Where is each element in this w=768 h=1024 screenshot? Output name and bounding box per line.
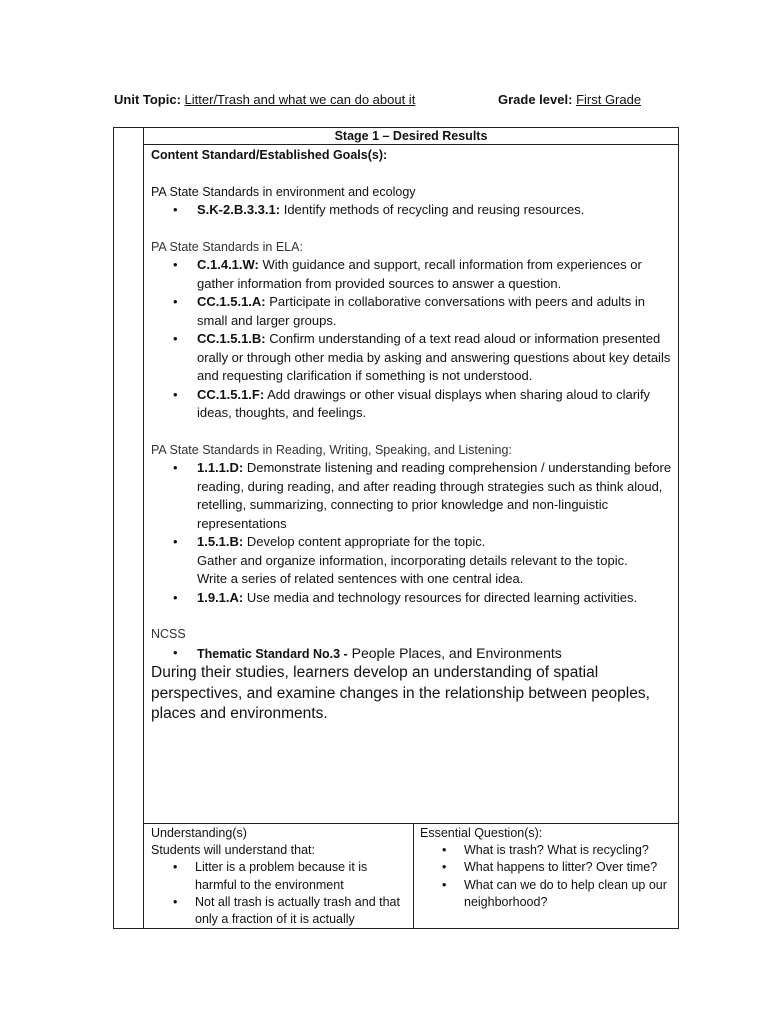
essential-questions-list [420,842,676,911]
essential-questions-cell [420,825,676,911]
list-item [197,256,675,293]
list-item: • What is trash? What is recycling? [464,842,676,859]
rwsl-standards-list [151,459,675,607]
list-item [197,330,675,386]
grade-level-label: Grade level: [498,92,573,107]
standard-text: Develop content appropriate for the topic. [243,534,486,549]
content-standards-cell [151,146,675,725]
understandings-heading: Understanding(s) [151,826,247,840]
standard-text: People Places, and Environments [347,644,562,661]
standard-code: CC.1.5.1.B: [197,331,266,346]
ela-standards-title: PA State Standards in ELA: [151,239,303,254]
unit-header [114,92,674,112]
list-item: • What can we do to help clean up our neighborhood? [464,877,676,911]
unit-topic-label: Unit Topic: [114,92,181,107]
standard-text: With guidance and support, recall information from experiences or gather information from provided sources to answer a question. [197,257,642,291]
ela-standards-list [151,256,675,423]
grade-level [498,92,641,107]
standard-code: C.1.4.1.W: [197,257,259,272]
understandings-list [151,859,409,928]
env-standards-list [151,201,675,220]
stage-title: Stage 1 – Desired Results [144,128,678,145]
ncss-title: NCSS [151,627,186,641]
rwsl-standards-title: PA State Standards in Reading, Writing, Speaking, and Listening: [151,442,512,457]
content-heading: Content Standard/Established Goals(s): [151,148,388,162]
standard-text: Write a series of related sentences with one central idea. [197,571,524,586]
unit-topic [114,92,415,107]
list-item [197,201,675,220]
unit-topic-value: Litter/Trash and what we can do about it [184,92,416,107]
env-standards-title: PA State Standards in environment and ecology [151,184,416,199]
standard-code: S.K-2.B.3.3.1: [197,202,281,217]
list-item [197,533,675,589]
standard-code: 1.1.1.D: [197,460,244,475]
left-margin-column [114,128,144,928]
standard-text: Confirm understanding of a text read aloud or information presented orally or through other media by asking and answering questions about key details and requesting clarification if something is not understood. [197,331,671,383]
standard-text: Identify methods of recycling and reusing resources. [280,202,585,217]
standard-code: 1.5.1.B: [197,534,244,549]
list-item: • Not all trash is actually trash and that only a fraction of it is actually [195,894,409,928]
standard-text: Gather and organize information, incorporating details relevant to the topic. [197,552,628,568]
standard-code: CC.1.5.1.F: [197,386,265,402]
essential-questions-heading: Essential Question(s): [420,826,543,840]
standard-text: Add drawings or other visual displays when sharing aloud to clarify ideas, thoughts, and feelings. [197,386,651,420]
ncss-list [151,644,675,664]
list-item [197,589,675,608]
standard-code: 1.9.1.A: [197,589,244,605]
ncss-paragraph: During their studies, learners develop an understanding of spatial perspectives, and examine changes in the relationship between peoples, places and environments. [151,664,650,722]
standard-code: CC.1.5.1.A: [197,294,266,309]
list-item: • Litter is a problem because it is harmful to the environment [195,859,409,893]
standard-text: Participate in collaborative conversations with peers and adults in small and larger groups. [197,294,646,328]
standard-text: Use media and technology resources for directed learning activities. [243,589,638,605]
understandings-intro: Students will understand that: [151,843,315,858]
row-divider [144,823,678,824]
list-item: • What happens to litter? Over time? [464,859,676,876]
standard-code: Thematic Standard No.3 - [197,646,348,661]
column-divider [413,823,414,928]
list-item [197,386,675,423]
stage-table [113,127,679,929]
list-item [197,293,675,330]
standard-text: Demonstrate listening and reading comprehension / understanding before reading, during reading, and after reading through strategies such as think aloud, retelling, summarizing, connecting to prior knowledge and non-linguistic representations [197,460,672,531]
list-item [197,644,675,664]
list-item [197,459,675,533]
understandings-cell [151,825,409,928]
grade-level-value: First Grade [576,92,642,107]
